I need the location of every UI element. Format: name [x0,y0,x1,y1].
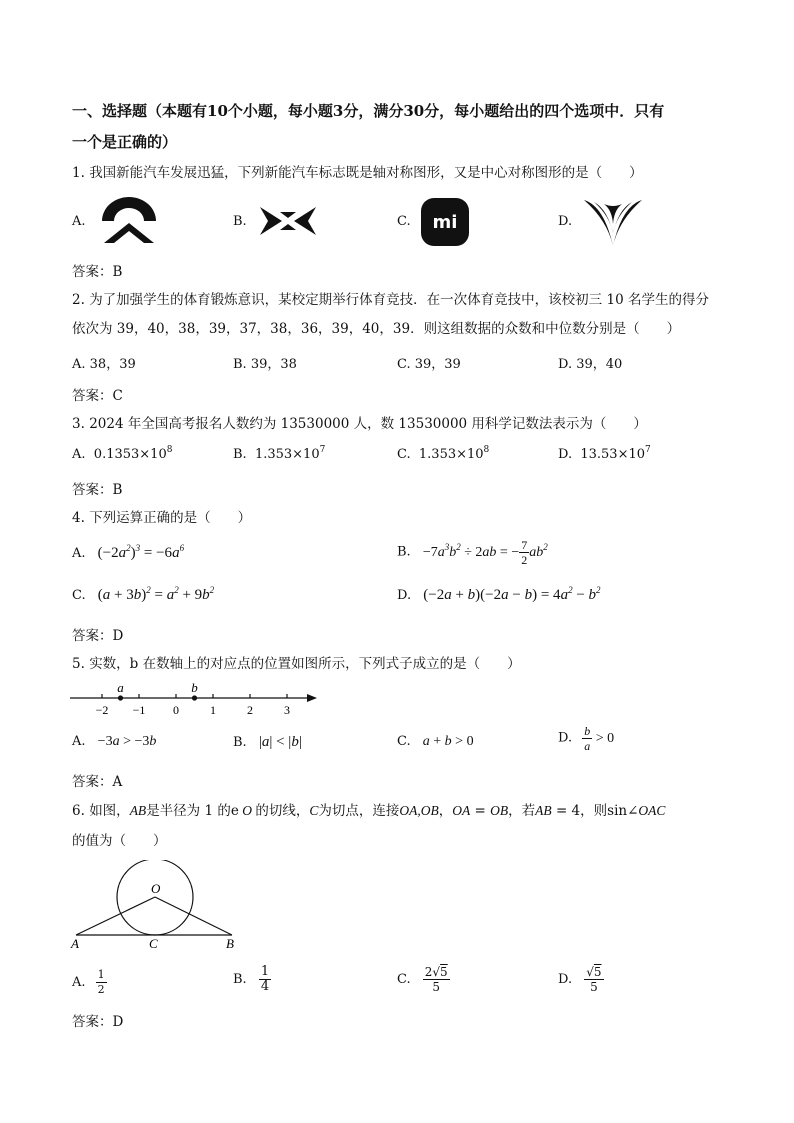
q2-option-d: D. 39，40 [558,357,623,372]
q5-option-b: B. |a| < |b| [233,734,302,750]
nio-logo-icon [98,195,160,247]
option-expression: $(-2a^2)^3 = -6a^6$ [97,543,185,561]
question-2 [72,285,709,315]
number-line-figure [66,676,322,720]
section-title-line1: 一、选择题（本题有10个小题，每小题3分，满分30分，每小题给出的四个选项中．只有 [72,102,665,120]
q3-option-c: C. $1.353\times 10^8$ [397,445,490,462]
option-value: 1.353×10 [254,447,320,462]
q2-option-a: A. 38，39 [72,357,136,372]
q1-option-b-label: B. [233,214,247,229]
number-line-tick-label: 2 [247,703,253,717]
q6-option-b: B. $\frac{1}{4}$ [233,964,270,994]
question-text: 实数，b 在数轴上的对应点的位置如图所示，下列式子成立的是（ ） [89,656,521,672]
q1-option-a-label: A. [72,214,86,229]
option-expression: −3a > −3b [97,734,157,749]
q2-option-b: B. 39，38 [233,357,297,372]
question-number: 5. [72,656,85,672]
answer-1: 答案：B [72,264,123,280]
q4-option-a: A. $(-2a^2)^3 = -6a^6$ [72,543,185,561]
xiaomi-logo-text: mi [432,211,458,233]
question-text: 下列运算正确的是（ ） [89,510,252,526]
q4-option-c: C. $(a + 3b)^2 = a^2 + 9b^2$ [72,585,215,603]
q6-option-d: D. $\frac{√5}{5}$ [558,965,602,994]
option-expression: $\frac{√5}{5}$ [586,965,602,994]
label-a: A [71,936,79,951]
option-expression: $\frac{b}{a}$ > 0 [584,724,615,753]
answer-3: 答案：B [72,482,123,498]
question-4 [72,503,251,533]
xpeng-logo-icon [258,203,318,239]
answer-6: 答案：D [72,1014,124,1030]
number-line-tick-label: 3 [284,703,290,717]
circle-tangent-figure [66,860,246,952]
option-expression: $-7a^3b^2 \div 2ab$ = − $\frac{7}{2}$ $ab^2$ [422,538,548,567]
option-expression: $\frac{2√5}{5}$ [424,965,448,994]
option-expression: $\frac{1}{2}$ [97,968,105,996]
question-1 [72,158,643,188]
question-3 [72,409,647,439]
number-line-tick-label: −1 [132,703,146,717]
label-o: O [151,881,161,896]
option-expression: $(-2a + b)(-2a - b) = 4a^2 - b^2$ [423,585,601,603]
option-expression: |a| < |b| [258,734,302,750]
question-6-line2: 的值为（ ） [72,833,167,849]
q2-option-c: C. 39，39 [397,357,461,372]
number-line-tick-label: 1 [210,703,216,717]
answer-4: 答案：D [72,628,124,644]
question-number: 3. [72,416,85,432]
question-5 [72,649,521,679]
q3-option-d: D. $13.53\times 10^7$ [558,445,651,462]
question-text: 我国新能汽车发展迅猛，下列新能汽车标志既是轴对称图形，又是中心对称图形的是（ ） [89,165,643,181]
question-number: 4. [72,510,85,526]
number-line-tick-label: −2 [95,703,109,717]
question-2-line2: 依次为 39，40，38，39，37，38，36，39，40，39．则这组数据的众数和中位数分别是（ ） [72,321,681,337]
q6-option-c: C. $\frac{2√5}{5}$ [397,965,448,994]
q1-option-c-label: C. [397,214,411,229]
point-a [118,695,123,700]
label-c: C [149,936,158,951]
point-b-label: b [191,680,198,695]
question-text: 为了加强学生的体育锻炼意识，某校定期举行体育竞技．在一次体育竞技中，该校初三 10 名学生的得分 [89,292,709,308]
q4-option-d: D. $(-2a + b)(-2a - b) = 4a^2 - b^2$ [397,585,601,603]
answer-2: 答案：C [72,388,123,404]
question-number: 2. [72,292,85,308]
label-b: B [226,936,234,951]
option-value: 0.1353×10 [93,447,167,462]
option-value: 13.53×10 [580,447,646,462]
q4-option-b: B. $-7a^3b^2 \div 2ab$ = − $\frac{7}{2}$ $ab^2$ [397,538,548,567]
option-expression: $\frac{1}{4}$ [260,964,270,994]
option-expression: a + b > 0 [422,734,474,749]
q5-option-a: A. −3a > −3b [72,734,157,749]
point-b [192,695,197,700]
question-number: 1. [72,165,85,181]
q3-option-a: A. $0.1353\times 10^8$ [72,445,173,462]
option-expression: $(a + 3b)^2 = a^2 + 9b^2$ [97,585,215,603]
wings-logo-icon [582,196,644,248]
q1-option-d-label: D. [558,214,573,229]
q6-option-a: A. $\frac{1}{2}$ [72,968,105,996]
question-number: 6. [72,803,85,819]
question-6: 6. 如图，AB是半径为 1 的e O 的切线，C为切点，连接OA,OB，OA = OB，若AB = 4，则sin∠OAC [72,803,666,819]
answer-5: 答案：A [72,774,123,790]
q3-option-b: B. $1.353\times 10^7$ [233,445,326,462]
point-a-label: a [117,680,124,695]
xiaomi-logo-icon [421,198,469,246]
q5-option-c: C. a + b > 0 [397,734,474,749]
q5-option-d: D. $\frac{b}{a}$ > 0 [558,724,615,753]
number-line-tick-label: 0 [173,703,179,717]
section-title-line2: 一个是正确的） [72,133,178,151]
option-value: 1.353×10 [418,447,484,462]
question-text: 2024 年全国高考报名人数约为 13530000 人，数 13530000 用科学记数法表示为（ ） [89,416,647,432]
